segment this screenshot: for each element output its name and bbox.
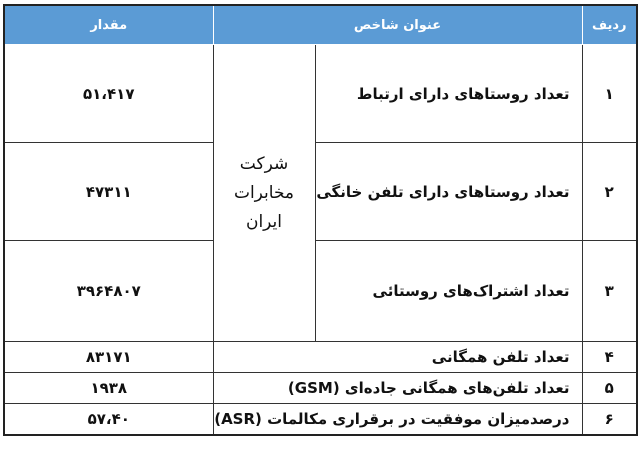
value-cell: ۴۷۳۱۱ (4, 143, 213, 241)
indicator-cell: تعداد تلفن همگانی (213, 342, 582, 373)
table-row (4, 241, 637, 342)
header-row-number: ردیف (582, 5, 637, 45)
value-cell: ۸۳۱۷۱ (4, 342, 213, 373)
value-cell: ۵۷،۴۰ (4, 404, 213, 436)
row-number: ۲ (582, 143, 637, 241)
indicator-cell: تعداد تلفن‌های همگانی جاده‌ای (GSM) (213, 373, 582, 404)
header-value: مقدار (4, 5, 213, 45)
indicator-table (3, 4, 638, 436)
table-header-row (4, 5, 637, 45)
row-number: ۵ (582, 373, 637, 404)
row-number: ۱ (582, 45, 637, 143)
table-row (4, 342, 637, 373)
indicator-cell: درصدمیزان موفقیت در برقراری مکالمات (ASR) (213, 404, 582, 436)
indicator-table-wrapper (3, 4, 638, 436)
value-cell: ۵۱،۴۱۷ (4, 45, 213, 143)
row-number: ۴ (582, 342, 637, 373)
row-number: ۳ (582, 241, 637, 342)
row-number: ۶ (582, 404, 637, 436)
indicator-cell: تعداد اشتراک‌های روستائی (315, 241, 582, 342)
value-cell: ۳۹۶۴۸۰۷ (4, 241, 213, 342)
table-row (4, 45, 637, 143)
table-row (4, 143, 637, 241)
indicator-cell: تعداد روستاهای دارای ارتباط (315, 45, 582, 143)
table-row (4, 373, 637, 404)
indicator-cell: تعداد روستاهای دارای تلفن خانگی (315, 143, 582, 241)
organization-cell: شرکت مخابرات ایران (213, 45, 315, 342)
table-row (4, 404, 637, 436)
value-cell: ۱۹۳۸ (4, 373, 213, 404)
header-indicator-title: عنوان شاخص (213, 5, 582, 45)
